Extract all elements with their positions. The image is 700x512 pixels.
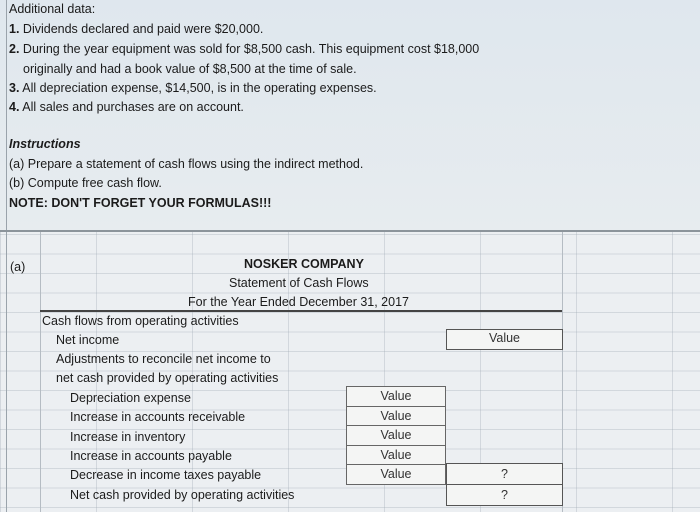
adjustments-line-2: net cash provided by operating activities: [56, 371, 279, 385]
item-number: 4.: [9, 100, 20, 114]
item-number: 1.: [9, 22, 20, 36]
section-divider: [0, 230, 700, 232]
adjustment-value[interactable]: Value: [346, 386, 446, 407]
adjustments-value-column: [346, 386, 446, 485]
adjustment-label: Depreciation expense: [70, 391, 191, 405]
total-adjustments-value[interactable]: ?: [446, 463, 563, 485]
item-text: All sales and purchases are on account.: [22, 100, 244, 114]
net-income-value[interactable]: Value: [446, 329, 563, 350]
net-cash-value[interactable]: ?: [446, 484, 563, 506]
section-heading: Cash flows from operating activities: [42, 314, 239, 328]
header-rule: [40, 310, 562, 312]
adjustment-value[interactable]: Value: [346, 446, 446, 466]
net-income-label: Net income: [56, 333, 120, 347]
net-cash-label: Net cash provided by operating activities: [70, 488, 295, 502]
instructions-heading: Instructions: [9, 137, 81, 151]
adjustment-label: Increase in inventory: [70, 430, 186, 444]
adjustment-value[interactable]: Value: [346, 426, 446, 446]
adjustment-value[interactable]: Value: [346, 465, 446, 485]
list-item: [9, 41, 479, 57]
adjustments-line-1: Adjustments to reconcile net income to: [56, 352, 271, 366]
instruction-a: (a) Prepare a statement of cash flows using the indirect method.: [9, 157, 364, 171]
adjustment-label: Decrease in income taxes payable: [70, 468, 262, 482]
list-item: [9, 21, 263, 37]
company-name: NOSKER COMPANY: [244, 257, 364, 271]
item-text: Dividends declared and paid were $20,000.: [22, 22, 264, 36]
item-text: All depreciation expense, $14,500, is in the operating expenses.: [22, 81, 377, 95]
item-number: 3.: [9, 81, 20, 95]
item-number: 2.: [9, 42, 20, 56]
additional-heading: Additional data:: [9, 2, 96, 16]
adjustment-label: Increase in accounts receivable: [70, 410, 246, 424]
list-item: [9, 99, 244, 115]
adjustment-value[interactable]: Value: [346, 407, 446, 427]
adjustment-label: Increase in accounts payable: [70, 449, 232, 463]
list-item-continuation: originally and had a book value of $8,500 at the time of sale.: [23, 62, 357, 76]
instruction-note: NOTE: DON'T FORGET YOUR FORMULAS!!!: [9, 196, 272, 210]
row-header-border: [6, 0, 7, 512]
instruction-b: (b) Compute free cash flow.: [9, 176, 162, 190]
statement-title: Statement of Cash Flows: [229, 276, 369, 290]
part-label: (a): [10, 260, 26, 274]
column-border: [40, 232, 41, 512]
statement-period: For the Year Ended December 31, 2017: [188, 295, 409, 309]
item-text: During the year equipment was sold for $8,500 cash. This equipment cost $18,000: [22, 42, 480, 56]
list-item: [9, 80, 377, 96]
